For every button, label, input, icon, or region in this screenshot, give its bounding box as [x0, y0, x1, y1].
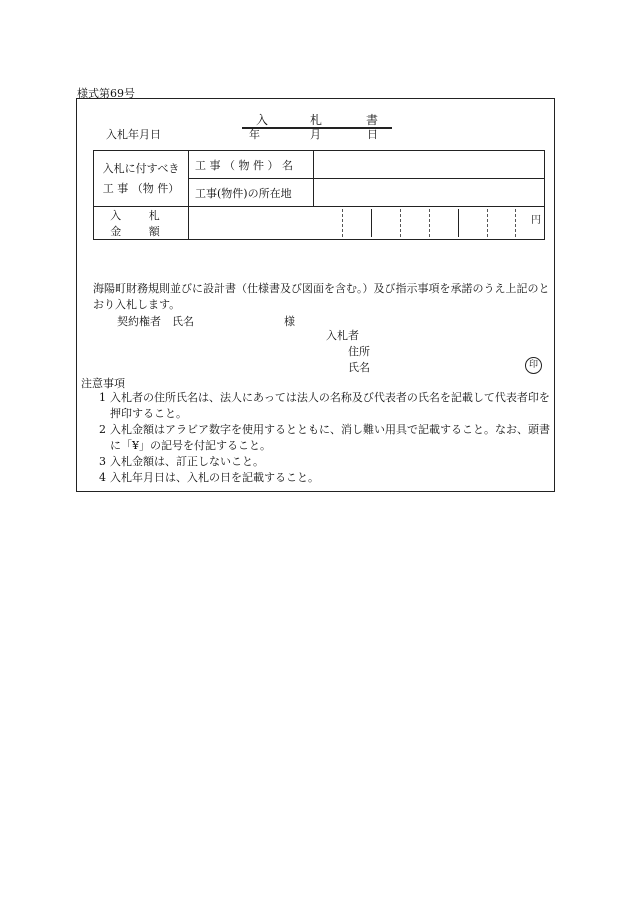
notes-list	[95, 390, 550, 486]
title-char-1: 入	[256, 113, 269, 127]
note-number: 2	[99, 423, 106, 436]
digit-divider	[458, 209, 459, 237]
note-number: 4	[99, 471, 106, 484]
work-name-field[interactable]	[314, 151, 545, 179]
bidder-name-label: 氏名	[348, 361, 370, 374]
bid-table	[93, 150, 545, 240]
seal-icon: 印	[525, 357, 542, 374]
bid-amount-field[interactable]	[189, 207, 545, 240]
note-text: 入札金額は、訂正しないこと。	[110, 455, 264, 468]
title-char-2: 札	[310, 113, 323, 127]
contract-authority-honorific: 様	[284, 315, 295, 328]
note-number: 1	[99, 391, 106, 404]
subject-header	[94, 151, 189, 207]
form-number: 様式第69号	[77, 87, 135, 100]
amount-digit-grid	[189, 209, 544, 237]
note-text: 入札者の住所氏名は、法人にあっては法人の名称及び代表者の氏名を記載して代表者印を押印すること。	[110, 391, 550, 420]
subject-header-line2: 工 事 （物 件）	[102, 181, 180, 195]
bid-statement: 海陽町財務規則並びに設計書（仕様書及び図面を含む。）及び指示事項を承諾のうえ上記のとおり入札します。	[93, 282, 550, 311]
bidder-label: 入札者	[326, 329, 359, 342]
digit-divider	[429, 209, 430, 237]
subject-header-line1: 入札に付すべき	[102, 161, 180, 175]
bid-date-label: 入札年月日	[106, 128, 161, 141]
contract-authority	[117, 313, 295, 329]
contract-authority-label: 契約権者 氏名	[117, 315, 194, 328]
bid-date-day: 日	[367, 128, 378, 141]
note-item	[95, 470, 550, 486]
note-item	[95, 390, 550, 422]
digit-divider	[400, 209, 401, 237]
note-text: 入札年月日は、入札の日を記載すること。	[110, 471, 319, 484]
digit-divider	[487, 209, 488, 237]
bid-amount-label: 入 札 金 額	[94, 207, 189, 240]
note-item	[95, 454, 550, 470]
bid-date-year: 年	[249, 128, 260, 141]
work-location-label: 工事(物件)の所在地	[189, 179, 314, 207]
bid-date-month: 月	[310, 128, 321, 141]
yen-unit: 円	[531, 215, 541, 226]
work-location-field[interactable]	[314, 179, 545, 207]
title-char-3: 書	[366, 113, 379, 127]
work-name-label: 工 事 （ 物 件 ） 名	[189, 151, 314, 179]
notes-title: 注意事項	[81, 377, 125, 390]
note-text: 入札金額はアラビア数字を使用するとともに、消し難い用具で記載すること。なお、頭書に「¥」の記号を付記すること。	[110, 423, 550, 452]
digit-divider	[342, 209, 343, 237]
note-item	[95, 422, 550, 454]
note-number: 3	[99, 455, 106, 468]
digit-divider	[371, 209, 372, 237]
digit-divider	[515, 209, 516, 237]
bidder-address-label: 住所	[348, 345, 370, 358]
